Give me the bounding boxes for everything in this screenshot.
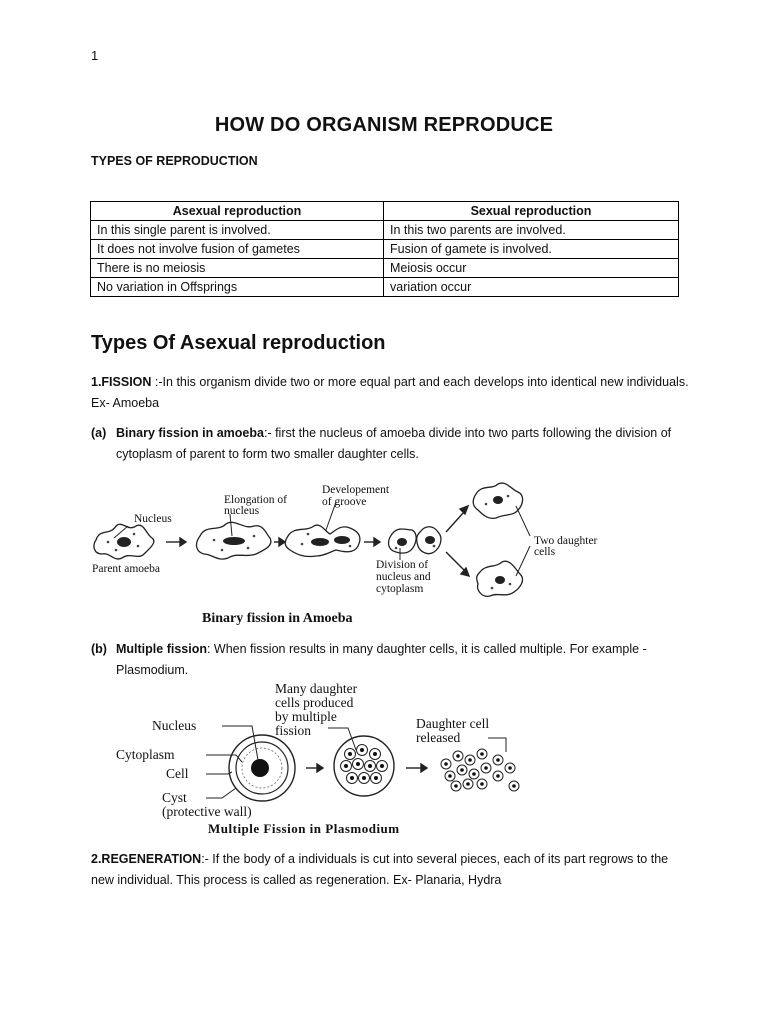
section-subtitle: TYPES OF REPRODUCTION xyxy=(91,154,258,168)
nucleus-label: Nucleus xyxy=(134,513,172,525)
table-cell: variation occur xyxy=(384,278,679,297)
page-title: HOW DO ORGANISM REPRODUCE xyxy=(214,114,554,136)
table-row xyxy=(91,240,679,259)
binary-fission-diagram xyxy=(88,476,648,628)
binary-fission-text: :- first the nucleus of amoeba divide into two parts following the division of cytoplasm of parent to form two smaller daughter cells. xyxy=(116,426,672,461)
table-cell: There is no meiosis xyxy=(91,259,384,278)
fission-paragraph xyxy=(91,372,691,414)
daughter-released-label: released xyxy=(416,730,461,745)
multiple-fission-diagram xyxy=(110,680,550,840)
binary-fission-caption: Binary fission in Amoeba xyxy=(202,611,353,626)
table-cell: It does not involve fusion of gametes xyxy=(91,240,384,259)
parent-amoeba-label: Parent amoeba xyxy=(92,563,161,575)
list-marker: (b) xyxy=(91,642,107,656)
cell-label: Cell xyxy=(166,766,189,781)
table-cell: In this single parent is involved. xyxy=(91,221,384,240)
many-daughter-label: fission xyxy=(275,723,312,738)
two-daughter-label: cells xyxy=(534,546,556,558)
fission-label: 1.FISSION xyxy=(91,375,152,389)
binary-fission-label: Binary fission in amoeba xyxy=(116,426,264,440)
table-row xyxy=(91,221,679,240)
regeneration-paragraph xyxy=(91,849,691,891)
division-label: cytoplasm xyxy=(376,583,424,595)
cyst-label: Cyst xyxy=(162,790,187,805)
table-cell: Meiosis occur xyxy=(384,259,679,278)
groove-label: Developement xyxy=(322,484,390,496)
nucleus-label: Nucleus xyxy=(152,718,197,733)
groove-label: of groove xyxy=(322,496,367,508)
two-daughter-label: Two daughter xyxy=(534,535,598,547)
multiple-fission-item xyxy=(91,639,691,681)
multiple-fission-caption: Multiple Fission in Plasmodium xyxy=(208,821,400,836)
table-header-cell: Asexual reproduction xyxy=(91,202,384,221)
section-heading: Types Of Asexual reproduction xyxy=(91,332,386,354)
binary-fission-item xyxy=(91,423,691,465)
comparison-table xyxy=(90,201,679,297)
division-label: nucleus and xyxy=(376,571,431,583)
cyst-label: (protective wall) xyxy=(162,804,252,819)
many-daughter-label: Many daughter xyxy=(275,681,358,696)
table-cell: Fusion of gamete is involved. xyxy=(384,240,679,259)
cytoplasm-label: Cytoplasm xyxy=(116,747,175,762)
table-cell: No variation in Offsprings xyxy=(91,278,384,297)
elongation-label: Elongation of xyxy=(224,494,287,506)
table-row xyxy=(91,278,679,297)
table-header-row xyxy=(91,202,679,221)
elongation-label: nucleus xyxy=(224,505,260,517)
multiple-fission-label: Multiple fission xyxy=(116,642,207,656)
multiple-fission-text: : When fission results in many daughter cells, it is called multiple. For example - Plasmodium. xyxy=(116,642,647,677)
daughter-released-label: Daughter cell xyxy=(416,716,490,731)
table-row xyxy=(91,259,679,278)
division-label: Division of xyxy=(376,559,429,571)
many-daughter-label: cells produced xyxy=(275,695,354,710)
fission-text: :-In this organism divide two or more equal part and each develops into identical new individuals. Ex- Amoeba xyxy=(91,375,689,410)
regeneration-text: :- If the body of a individuals is cut into several pieces, each of its part regrows to the new individual. This process is called as regeneration. Ex- Planaria, Hydra xyxy=(91,852,669,887)
table-header-cell: Sexual reproduction xyxy=(384,202,679,221)
page-number: 1 xyxy=(91,48,99,63)
table-cell: In this two parents are involved. xyxy=(384,221,679,240)
list-marker: (a) xyxy=(91,426,107,440)
many-daughter-label: by multiple xyxy=(275,709,337,724)
regeneration-label: 2.REGENERATION xyxy=(91,852,202,866)
